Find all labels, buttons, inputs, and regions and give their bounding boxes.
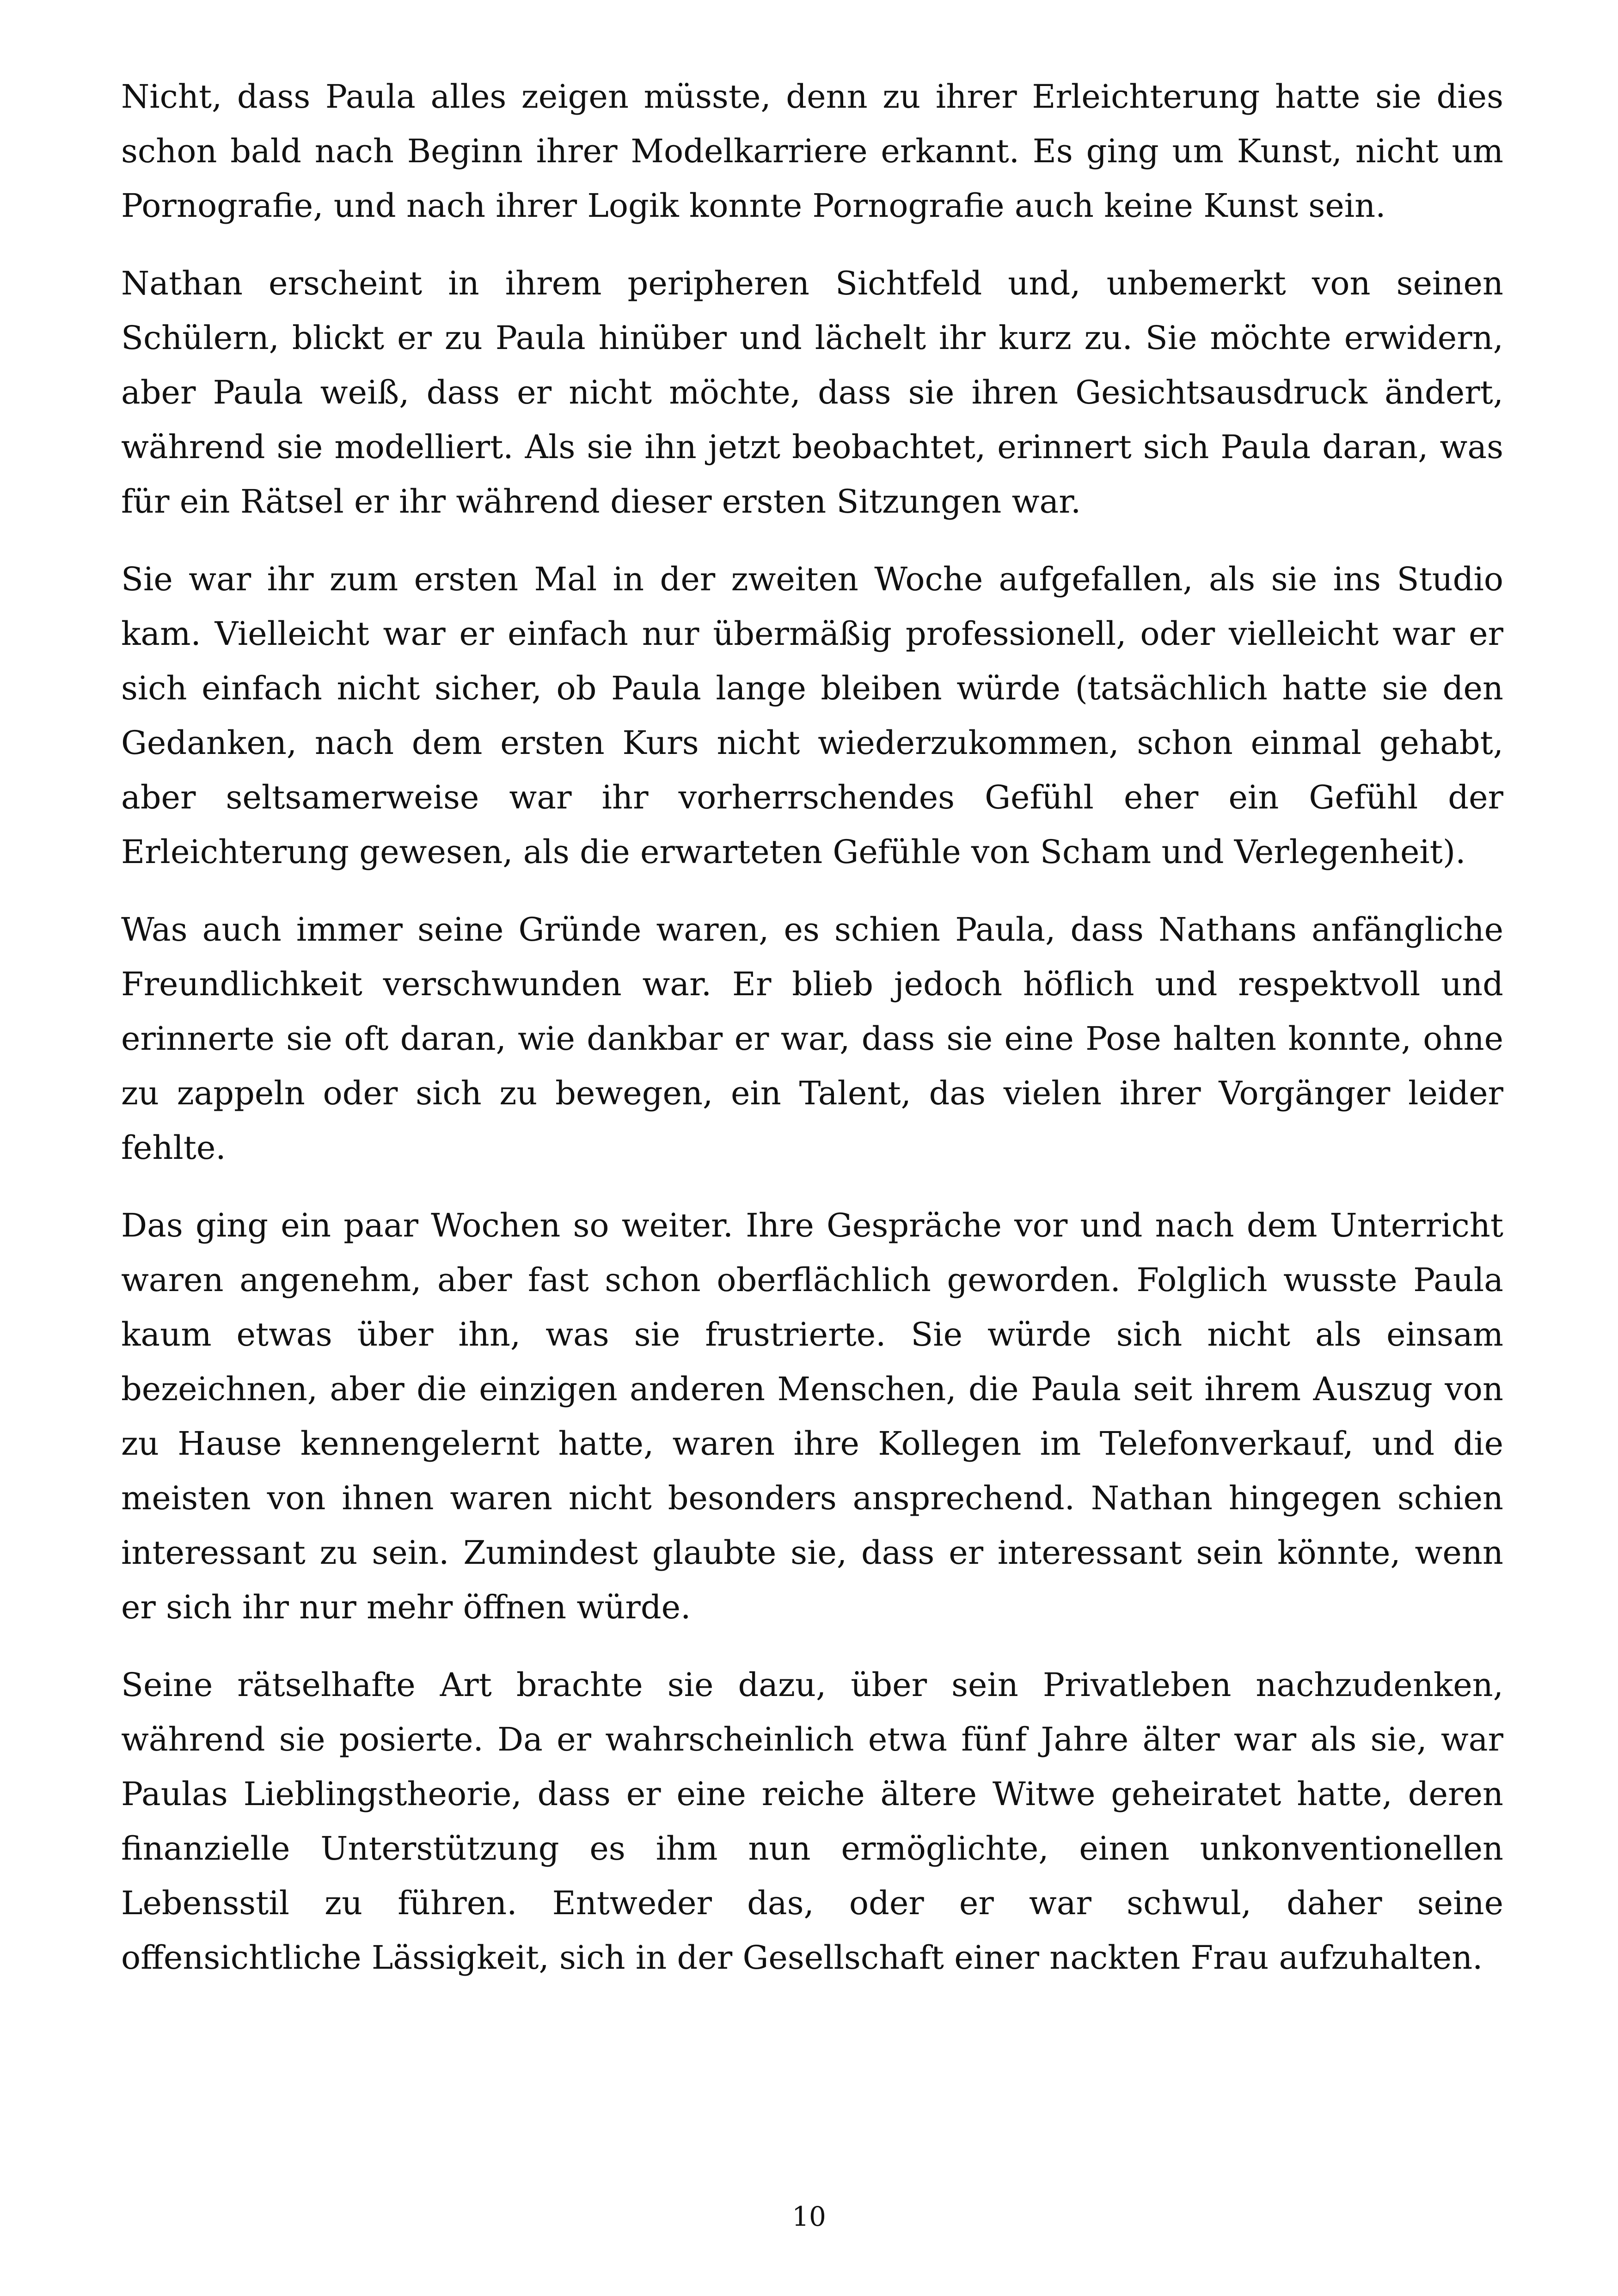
page-number: 10 [792,2201,826,2232]
paragraph-3: Sie war ihr zum ersten Mal in der zweiten Woche aufgefallen, als sie ins Studio kam. Vielleicht war er einfach nur übermäßig professionell, oder vielleicht war er sich einfach nicht sicher, ob Paula lange bleiben würde (tatsächlich hatte sie den Gedanken, nach dem ersten Kurs nicht wiederzukommen, schon einmal gehabt, aber seltsamerweise war ihr vorherrschendes Gefühl eher ein Gefühl der Erleichterung gewesen, als die erwarteten Gefühle von Scham und Verlegenheit). [121,560,1503,871]
body-text [121,69,1503,2008]
paragraph-5: Das ging ein paar Wochen so weiter. Ihre Gespräche vor und nach dem Unterricht waren angenehm, aber fast schon oberflächlich geworden. Folglich wusste Paula kaum etwas über ihn, was sie frustrierte. Sie würde sich nicht als einsam bezeichnen, aber die einzigen anderen Menschen, die Paula seit ihrem Auszug von zu Hause kennengelernt hatte, waren ihre Kollegen im Telefonverkauf, und die meisten von ihnen waren nicht besonders ansprechend. Nathan hingegen schien interessant zu sein. Zumindest glaubte sie, dass er interessant sein könnte, wenn er sich ihr nur mehr öffnen würde. [121,1206,1503,1626]
paragraph-1: Nicht, dass Paula alles zeigen müsste, denn zu ihrer Erleichterung hatte sie dies schon bald nach Beginn ihrer Modelkarriere erkannt. Es ging um Kunst, nicht um Pornografie, und nach ihrer Logik konnte Pornografie auch keine Kunst sein. [121,78,1503,225]
paragraph-2: Nathan erscheint in ihrem peripheren Sichtfeld und, unbemerkt von seinen Schülern, blickt er zu Paula hinüber und lächelt ihr kurz zu. Sie möchte erwidern, aber Paula weiß, dass er nicht möchte, dass sie ihren Gesichtsausdruck ändert, während sie modelliert. Als sie ihn jetzt beobachtet, erinnert sich Paula daran, was für ein Rätsel er ihr während dieser ersten Sitzungen war. [121,264,1503,520]
paragraph-4: Was auch immer seine Gründe waren, es schien Paula, dass Nathans anfängliche Freundlichkeit verschwunden war. Er blieb jedoch höflich und respektvoll und erinnerte sie oft daran, wie dankbar er war, dass sie eine Pose halten konnte, ohne zu zappeln oder sich zu bewegen, ein Talent, das vielen ihrer Vorgänger leider fehlte. [121,911,1503,1167]
paragraph-6: Seine rätselhafte Art brachte sie dazu, über sein Privatleben nachzudenken, während sie posierte. Da er wahrscheinlich etwa fünf Jahre älter war als sie, war Paulas Lieblingstheorie, dass er eine reiche ältere Witwe geheiratet hatte, deren finanzielle Unterstützung es ihm nun ermöglichte, einen unkonventionellen Lebensstil zu führen. Entweder das, oder er war schwul, daher seine offensichtliche Lässigkeit, sich in der Gesellschaft einer nackten Frau aufzuhalten. [121,1666,1503,1977]
